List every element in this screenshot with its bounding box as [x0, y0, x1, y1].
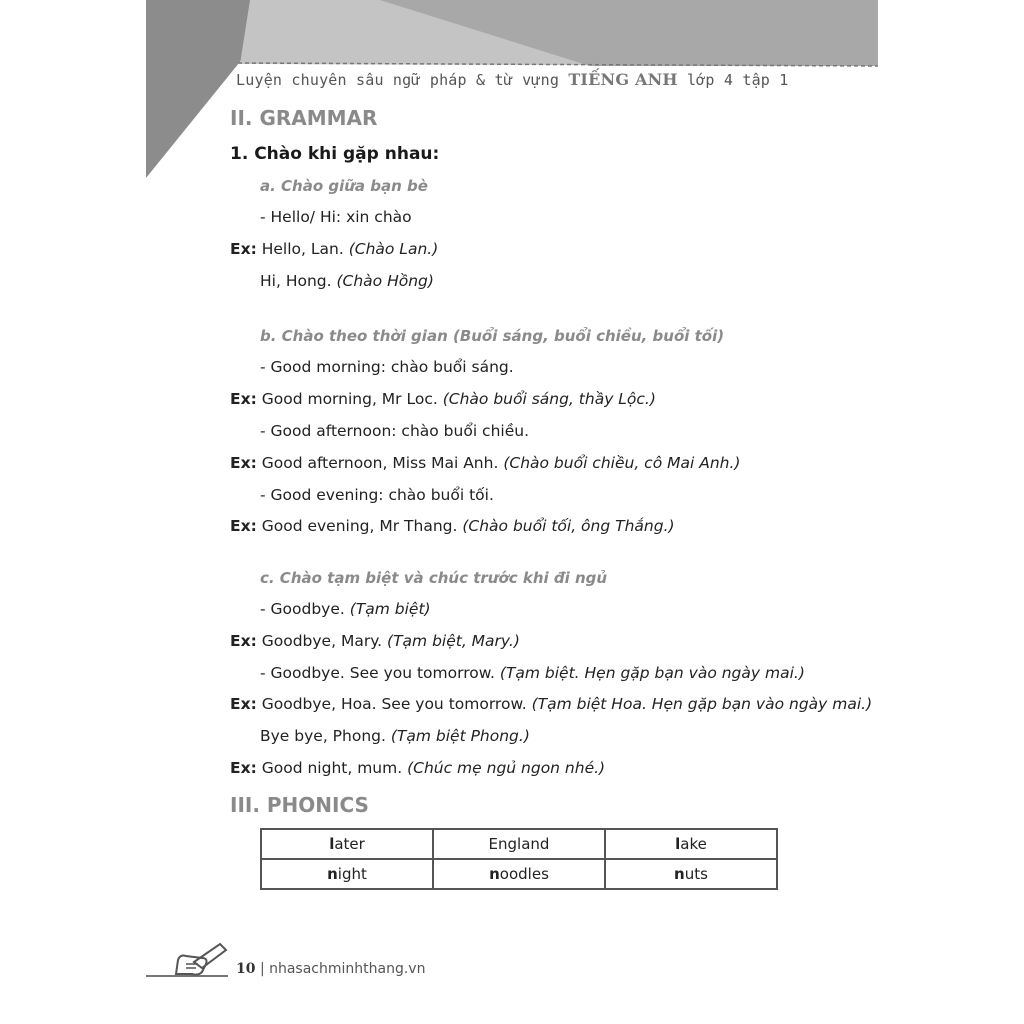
example-c4: [230, 759, 605, 777]
rule-a: - Hello/ Hi: xin chào: [260, 208, 412, 226]
ex-label: Ex:: [230, 632, 257, 650]
example-c1: [230, 632, 520, 650]
grammar-section-title: II. GRAMMAR: [230, 106, 378, 130]
example-a1: [230, 240, 438, 258]
subhead-c: c. Chào tạm biệt và chúc trước khi đi ngủ: [260, 569, 608, 587]
ex-translation: (Chào Lan.): [348, 240, 439, 258]
footer-separator: |: [259, 961, 265, 977]
ex-text: Good morning, Mr Loc.: [261, 390, 438, 408]
ex-text: Good evening, Mr Thang.: [261, 517, 458, 535]
ex-translation: (Chào buổi chiều, cô Mai Anh.): [503, 454, 741, 472]
header-prefix: Luyện chuyên sâu ngữ pháp & từ vựng: [236, 71, 560, 89]
table-cell: [261, 829, 433, 859]
rule-c2: [260, 664, 805, 682]
greeting-heading: 1. Chào khi gặp nhau:: [230, 144, 440, 164]
example-b2: [230, 454, 740, 472]
running-header: [236, 70, 789, 89]
example-c3: [260, 727, 530, 745]
ex-translation: (Tạm biệt Phong.): [390, 727, 530, 745]
ex-translation: (Chào Hồng): [336, 272, 434, 290]
header-suffix: lớp 4 tập 1: [686, 71, 789, 89]
cell-letter: n: [489, 865, 500, 883]
rule-b2: - Good afternoon: chào buổi chiều.: [260, 422, 529, 440]
ex-translation: (Chào buổi tối, ông Thắng.): [462, 517, 675, 535]
subhead-b: b. Chào theo thời gian (Buổi sáng, buổi chiều, buổi tối): [260, 327, 725, 345]
cell-rest: ight: [337, 865, 367, 883]
cell-rest: ake: [680, 835, 707, 853]
header-emphasis: TIẾNG ANH: [568, 70, 678, 89]
ex-label: Ex:: [230, 759, 257, 777]
ex-translation: (Tạm biệt, Mary.): [387, 632, 520, 650]
cell-letter: n: [327, 865, 338, 883]
ex-label: Ex:: [230, 390, 257, 408]
example-c2: [230, 695, 872, 713]
rule-b3: - Good evening: chào buổi tối.: [260, 486, 494, 504]
rule-b1: - Good morning: chào buổi sáng.: [260, 358, 514, 376]
ex-text: Bye bye, Phong.: [260, 727, 386, 745]
ex-label: Ex:: [230, 517, 257, 535]
subhead-a: a. Chào giữa bạn bè: [260, 177, 428, 195]
ex-text: Hello, Lan.: [261, 240, 344, 258]
cell-rest: uts: [684, 865, 708, 883]
ex-label: Ex:: [230, 695, 257, 713]
phonics-table: [260, 828, 778, 890]
phonics-section-title: III. PHONICS: [230, 793, 369, 817]
ex-text: Hi, Hong.: [260, 272, 332, 290]
page-footer: [236, 961, 425, 977]
rule-c1: [260, 600, 431, 618]
example-b3: [230, 517, 675, 535]
cell-letter: l: [675, 835, 681, 853]
ex-label: Ex:: [230, 454, 257, 472]
ex-text: Goodbye, Hoa. See you tomorrow.: [261, 695, 527, 713]
example-a2: [260, 272, 434, 290]
writing-hand-icon: [172, 940, 230, 980]
cell-rest: oodles: [499, 865, 549, 883]
table-cell: [433, 829, 605, 859]
table-cell: [605, 829, 777, 859]
table-row: [261, 829, 777, 859]
ex-text: Good afternoon, Miss Mai Anh.: [261, 454, 499, 472]
cell-letter: n: [674, 865, 685, 883]
publisher-website: nhasachminhthang.vn: [269, 961, 426, 977]
ex-translation: (Chào buổi sáng, thầy Lộc.): [442, 390, 656, 408]
table-cell: [433, 859, 605, 889]
ex-label: Ex:: [230, 240, 257, 258]
cell-letter: l: [329, 835, 335, 853]
rule-text: - Goodbye.: [260, 600, 345, 618]
ex-text: Good night, mum.: [261, 759, 403, 777]
table-cell: [261, 859, 433, 889]
table-row: [261, 859, 777, 889]
ex-text: Goodbye, Mary.: [261, 632, 383, 650]
page-number: 10: [236, 961, 256, 977]
cell-rest: England: [488, 835, 550, 853]
ex-translation: (Tạm biệt Hoa. Hẹn gặp bạn vào ngày mai.): [531, 695, 873, 713]
cell-rest: ater: [334, 835, 365, 853]
ex-translation: (Chúc mẹ ngủ ngon nhé.): [407, 759, 606, 777]
rule-translation: (Tạm biệt): [349, 600, 431, 618]
rule-translation: (Tạm biệt. Hẹn gặp bạn vào ngày mai.): [499, 664, 805, 682]
example-b1: [230, 390, 656, 408]
table-cell: [605, 859, 777, 889]
rule-text: - Goodbye. See you tomorrow.: [260, 664, 495, 682]
